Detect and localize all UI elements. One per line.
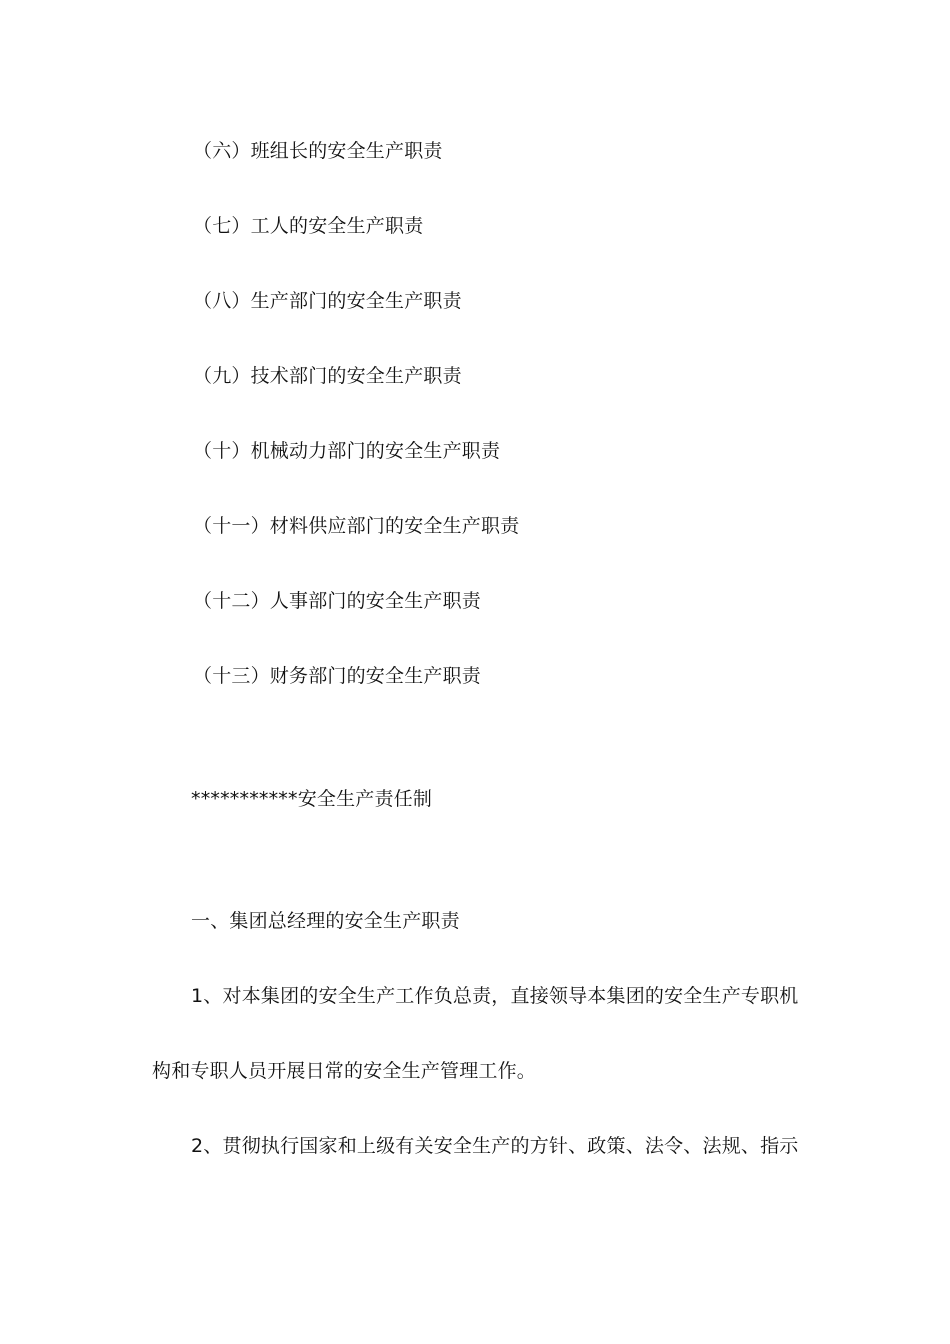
document-title: ***********安全生产责任制 bbox=[191, 788, 433, 810]
section-heading: 一、集团总经理的安全生产职责 bbox=[191, 910, 460, 932]
paragraph-line: 1、对本集团的安全生产工作负总责，直接领导本集团的安全生产专职机 bbox=[191, 985, 799, 1007]
toc-item: （六）班组长的安全生产职责 bbox=[193, 140, 443, 162]
toc-item: （九）技术部门的安全生产职责 bbox=[193, 365, 462, 387]
toc-item: （十二）人事部门的安全生产职责 bbox=[193, 590, 482, 612]
toc-item: （七）工人的安全生产职责 bbox=[193, 215, 424, 237]
paragraph-line: 2、贯彻执行国家和上级有关安全生产的方针、政策、法令、法规、指示 bbox=[191, 1135, 799, 1157]
paragraph-line: 构和专职人员开展日常的安全生产管理工作。 bbox=[152, 1060, 537, 1082]
toc-item: （十三）财务部门的安全生产职责 bbox=[193, 665, 482, 687]
toc-item: （十）机械动力部门的安全生产职责 bbox=[193, 440, 501, 462]
toc-item: （八）生产部门的安全生产职责 bbox=[193, 290, 462, 312]
toc-item: （十一）材料供应部门的安全生产职责 bbox=[193, 515, 520, 537]
